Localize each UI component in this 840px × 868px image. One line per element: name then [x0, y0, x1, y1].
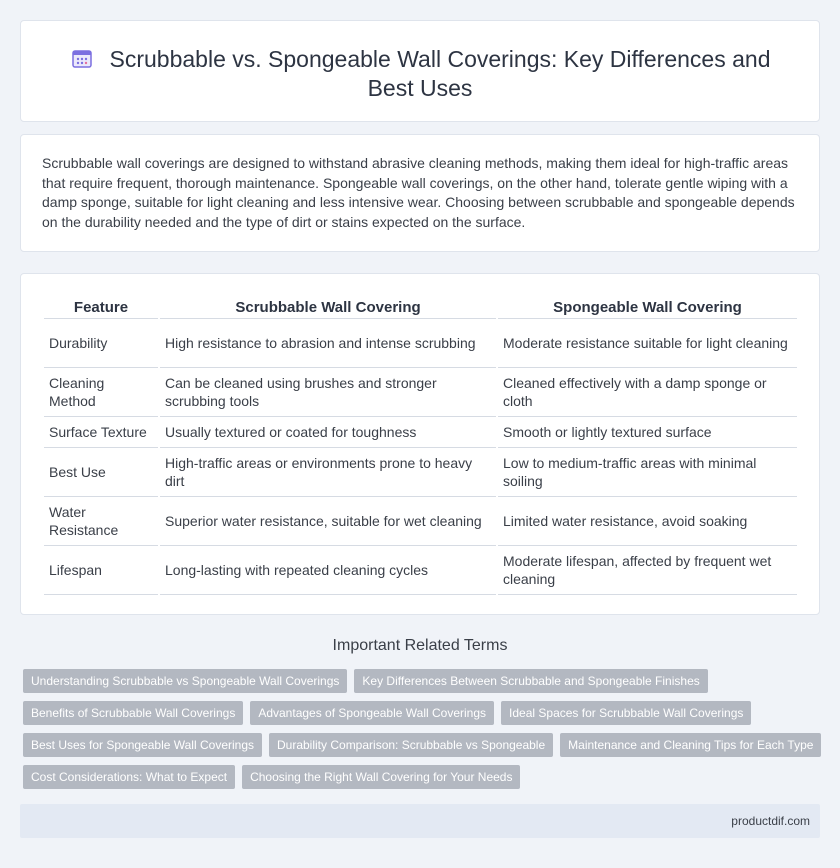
scrubbable-cell: Long-lasting with repeated cleaning cycles [160, 546, 496, 595]
intro-card [20, 134, 820, 252]
spongeable-cell: Cleaned effectively with a damp sponge or cloth [498, 368, 797, 417]
calendar-icon [70, 46, 94, 70]
page-title: Scrubbable vs. Spongeable Wall Coverings: Key Differences and Best Uses [109, 46, 771, 101]
table-row [44, 417, 797, 448]
related-terms-list [23, 669, 823, 797]
spongeable-cell: Smooth or lightly textured surface [498, 417, 797, 448]
related-term-tag[interactable]: Key Differences Between Scrubbable and Spongeable Finishes [354, 669, 707, 693]
table-row [44, 368, 797, 417]
scrubbable-cell: Can be cleaned using brushes and stronger scrubbing tools [160, 368, 496, 417]
table-row [44, 497, 797, 546]
table-row [44, 546, 797, 595]
scrubbable-cell: Usually textured or coated for toughness [160, 417, 496, 448]
related-term-tag[interactable]: Maintenance and Cleaning Tips for Each Type [560, 733, 821, 757]
spongeable-cell: Limited water resistance, avoid soaking [498, 497, 797, 546]
scrubbable-cell: Superior water resistance, suitable for wet cleaning [160, 497, 496, 546]
related-term-tag[interactable]: Benefits of Scrubbable Wall Coverings [23, 701, 243, 725]
feature-cell: Surface Texture [44, 417, 158, 448]
footer-site-link[interactable]: productdif.com [731, 814, 810, 828]
comparison-card [20, 273, 820, 615]
related-term-tag[interactable]: Understanding Scrubbable vs Spongeable Wall Coverings [23, 669, 347, 693]
comparison-table [42, 297, 799, 595]
spongeable-cell: Low to medium-traffic areas with minimal soiling [498, 448, 797, 497]
spongeable-cell: Moderate lifespan, affected by frequent wet cleaning [498, 546, 797, 595]
related-term-tag[interactable]: Best Uses for Spongeable Wall Coverings [23, 733, 262, 757]
related-term-tag[interactable]: Choosing the Right Wall Covering for Your Needs [242, 765, 520, 789]
feature-cell: Lifespan [44, 546, 158, 595]
scrubbable-cell: High-traffic areas or environments prone to heavy dirt [160, 448, 496, 497]
header-feature: Feature [44, 297, 158, 319]
table-row [44, 448, 797, 497]
footer [20, 804, 820, 838]
related-term-tag[interactable]: Cost Considerations: What to Expect [23, 765, 235, 789]
header-scrubbable: Scrubbable Wall Covering [160, 297, 496, 319]
table-row [44, 319, 797, 368]
feature-cell: Best Use [44, 448, 158, 497]
feature-cell: Water Resistance [44, 497, 158, 546]
header-spongeable: Spongeable Wall Covering [498, 297, 797, 319]
feature-cell: Durability [44, 319, 158, 368]
scrubbable-cell: High resistance to abrasion and intense scrubbing [160, 319, 496, 368]
related-term-tag[interactable]: Ideal Spaces for Scrubbable Wall Coverings [501, 701, 751, 725]
related-terms-heading: Important Related Terms [332, 637, 508, 654]
related-term-tag[interactable]: Durability Comparison: Scrubbable vs Spongeable [269, 733, 553, 757]
related-term-tag[interactable]: Advantages of Spongeable Wall Coverings [250, 701, 494, 725]
spongeable-cell: Moderate resistance suitable for light cleaning [498, 319, 797, 368]
title-card [20, 20, 820, 122]
intro-paragraph: Scrubbable wall coverings are designed to withstand abrasive cleaning methods, making them ideal for high-traffic areas that require frequent, thorough maintenance. Spongeable wall coverings, on the other hand, tolerate gentle wiping with a damp sponge, suitable for light cleaning and less intensive wear. Choosing between scrubbable and spongeable depends on the durability needed and the type of dirt or stains expected on the surface. [42, 155, 795, 230]
feature-cell: Cleaning Method [44, 368, 158, 417]
